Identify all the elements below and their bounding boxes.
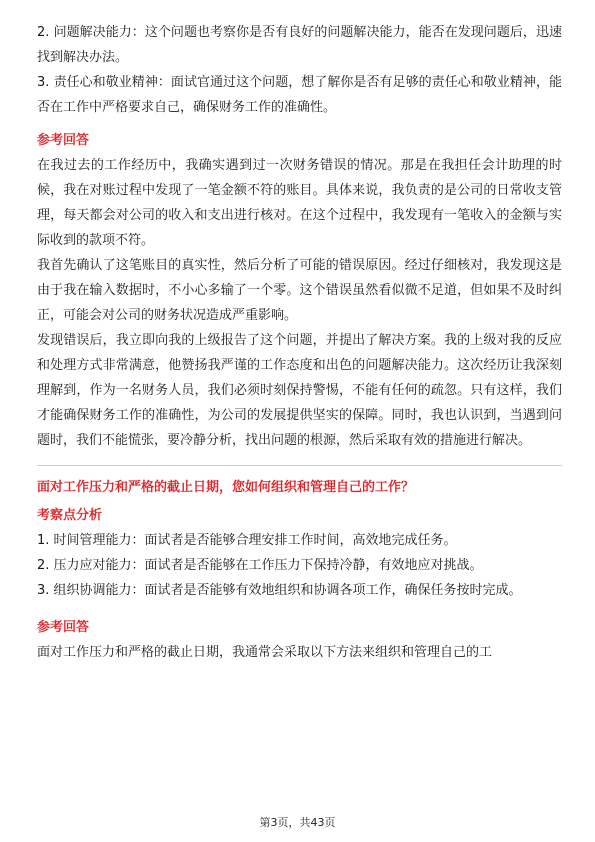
answer-paragraph-2: 我首先确认了这笔账目的真实性，然后分析了可能的错误原因。经过仔细核对，我发现这是由于我在输入数据时，不小心多输了一个零。这个错误虽然看似微不足道，但如果不及时纠正，可能会对公司的财务状况造成严重影响。 [37,258,562,323]
page-number: 第3页，共43页 [259,816,336,829]
reference-answer-heading: 参考回答 [37,133,90,148]
analysis-item-responsibility: 3. 责任心和敬业精神：面试官通过这个问题，想了解你是否有足够的责任心和敬业精神，能否在工作中严格要求自己，确保财务工作的准确性。 [37,75,562,115]
answer2-paragraph-1: 面对工作压力和严格的截止日期，我通常会采取以下方法来组织和管理自己的工 [37,645,493,660]
answer-paragraph-1: 在我过去的工作经历中，我确实遇到过一次财务错误的情况。那是在我担任会计助理的时候，我在对账过程中发现了一笔金额不符的账目。具体来说，我负责的是公司的日常收支管理，每天都会对公司的收入和支出进行核对。在这个过程中，我发现有一笔收入的金额与实际收到的款项不符。 [37,158,562,248]
analysis-heading: 考察点分析 [37,508,103,523]
analysis-item-organization: 3. 组织协调能力：面试者是否能够有效地组织和协调各项工作，确保任务按时完成。 [37,583,522,598]
reference-answer-heading-2: 参考回答 [37,620,90,635]
analysis-item-problem-solving: 2. 问题解决能力：这个问题也考察你是否有良好的问题解决能力，能否在发现问题后，迅速找到解决办法。 [37,25,562,65]
page-content [37,20,562,665]
question-title: 面对工作压力和严格的截止日期，您如何组织和管理自己的工作？ [37,480,415,495]
analysis-item-pressure: 2. 压力应对能力：面试者是否能够在工作压力下保持冷静，有效地应对挑战。 [37,558,483,573]
analysis-item-time-management: 1. 时间管理能力：面试者是否能够合理安排工作时间，高效地完成任务。 [37,533,457,548]
answer-paragraph-3: 发现错误后，我立即向我的上级报告了这个问题，并提出了解决方案。我的上级对我的反应和处理方式非常满意，他赞扬我严谨的工作态度和出色的问题解决能力。这次经历让我深刻理解到，作为一名财务人员，我们必须时刻保持警惕，不能有任何的疏忽。只有这样，我们才能确保财务工作的准确性，为公司的发展提供坚实的保障。同时，我也认识到，当遇到问题时，我们不能慌张，要冷静分析，找出问题的根源，然后采取有效的措施进行解决。 [37,333,562,448]
section-divider [37,465,562,466]
